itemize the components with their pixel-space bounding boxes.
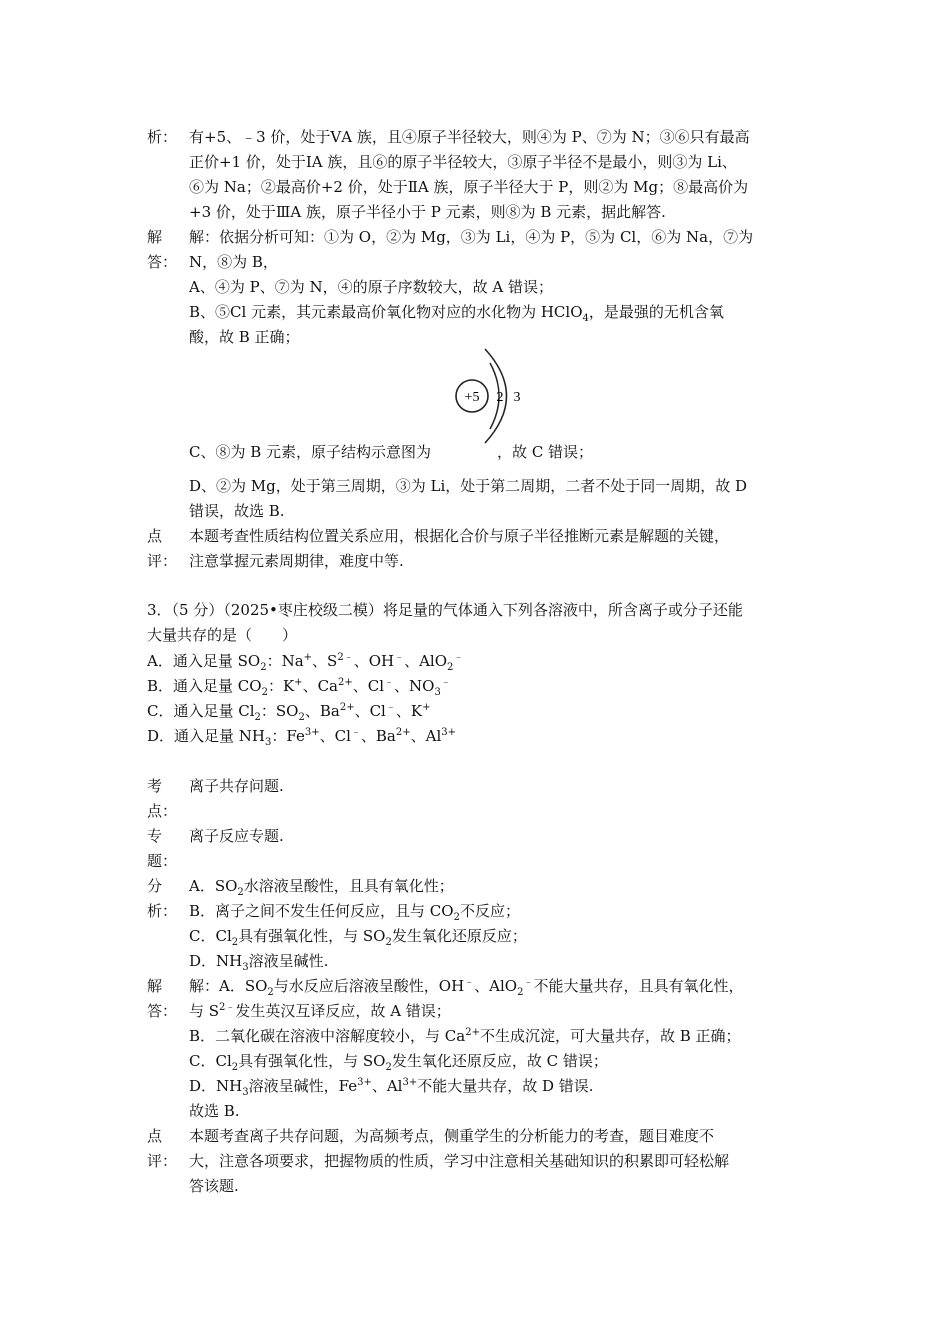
text-line: 故选 B. <box>189 1102 240 1120</box>
option-b: B．通入足量 $CO_2$：K+、$Ca^{2+}$、Cl﹣、$NO_3^﹣$ <box>147 677 451 698</box>
text-line: 本题考查离子共存问题，为高频考点，侧重学生的分析能力的考查，题目难度不 <box>189 1127 715 1145</box>
text-line: B、⑤Cl 元素，其元素最高价氧化物对应的水化物为 HClO$_4$，是最强的无机含氧 <box>189 303 724 324</box>
q3-analysis-section <box>147 874 827 974</box>
text-line: D．$NH_3$溶液呈碱性. <box>189 952 329 973</box>
q3-zhuanti-section <box>147 824 827 874</box>
section-label: 析： <box>147 128 178 146</box>
section-label: 点 评： <box>147 1127 178 1170</box>
section-label: 考 点： <box>147 777 178 820</box>
option-d: D．通入足量 $NH_3$：$Fe^{3+}$、Cl﹣、$Ba^{2+}$、$Al^{3+}$ <box>147 727 456 748</box>
atom-structure-diagram <box>450 345 530 445</box>
text-line: N，⑧为 B， <box>189 253 278 271</box>
text-line: 本题考查性质结构位置关系应用，根据化合价与原子半径推断元素是解题的关键， <box>189 527 730 545</box>
q3-answer-section <box>147 974 827 1124</box>
section-label: 点 评： <box>147 527 178 570</box>
text-line: B．离子之间不发生任何反应，且与 $CO_2$不反应； <box>189 902 520 923</box>
text-line: 错误，故选 B. <box>189 502 285 520</box>
section-label: 解 答： <box>147 977 178 1020</box>
text-line: C、⑧为 B 元素，原子结构示意图为 ，故 C 错误； <box>189 443 594 461</box>
text-line: D．$NH_3$溶液呈碱性，$Fe^{3+}$、$Al^{3+}$不能大量共存，故 D 错误. <box>189 1077 594 1098</box>
text-line: 正价+1 价，处于ⅠA 族，且⑥的原子半径较大，③原子半径不是最小，则③为 Li、 <box>189 153 737 171</box>
text-line: 答该题. <box>189 1177 239 1195</box>
text-line: B．二氧化碳在溶液中溶解度较小，与 $Ca^{2+}$不生成沉淀，可大量共存，故 B 正确； <box>189 1027 741 1045</box>
text-line: 离子反应专题. <box>189 827 284 845</box>
text-line: 解：A．$SO_2$与水反应后溶液呈酸性，OH﹣、AlO$_2$﹣不能大量共存，且具有氧化性， <box>189 977 744 998</box>
shell-1-electrons: 2 <box>496 390 504 405</box>
text-line: 注意掌握元素周期律，难度中等. <box>189 552 404 570</box>
q3-comment-section <box>147 1124 827 1199</box>
text-line: 与 $S^{2﹣}$发生英汉互译反应，故 A 错误； <box>189 1002 451 1020</box>
q2-analysis-section <box>147 125 827 225</box>
text-line: 大，注意各项要求，把握物质的性质，学习中注意相关基础知识的积累即可轻松解 <box>189 1152 730 1170</box>
q3-kaodian-section <box>147 774 827 824</box>
text-line: 有+5、﹣3 价，处于ⅤA 族，且④原子半径较大，则④为 P、⑦为 N；③⑥只有最高 <box>189 128 750 146</box>
text-line: 酸，故 B 正确； <box>189 328 300 346</box>
option-a: A．通入足量 $SO_2$：Na+、$S^{2﹣}$、OH﹣、AlO$_2$﹣ <box>147 652 464 673</box>
text-line: C．$Cl_2$具有强氧化性，与 $SO_2$发生氧化还原反应，故 C 错误； <box>189 1052 608 1073</box>
q3-stem: 3．（5 分）（2025•枣庄校级二模）将足量的气体通入下列各溶液中，所含离子或分子还能 大量共存的是（ ） <box>147 601 743 644</box>
text-line: 离子共存问题. <box>189 777 284 795</box>
text-line: D、②为 Mg，处于第三周期，③为 Li，处于第二周期，二者不处于同一周期，故 D <box>189 477 748 495</box>
option-c: C．通入足量 $Cl_2$：$SO_2$、$Ba^{2+}$、Cl﹣、K+ <box>147 702 431 723</box>
text-line: A．$SO_2$水溶液呈酸性，且具有氧化性； <box>189 877 454 898</box>
section-label: 分 析： <box>147 877 178 920</box>
text-line: +3 价，处于ⅢA 族，原子半径小于 P 元素，则⑧为 B 元素，据此解答. <box>189 203 666 221</box>
q2-comment-section <box>147 524 827 574</box>
text-line: ⑥为 Na；②最高价+2 价，处于ⅡA 族，原子半径大于 P，则②为 Mg；⑧最高价为 <box>189 178 749 196</box>
text-line: C．$Cl_2$具有强氧化性，与 $SO_2$发生氧化还原反应； <box>189 927 527 948</box>
text-line: A、④为 P、⑦为 N，④的原子序数较大，故 A 错误； <box>189 278 553 296</box>
q2-answer-section <box>147 225 827 350</box>
section-label: 解 答： <box>147 228 178 271</box>
nucleus-charge: +5 <box>464 390 480 405</box>
text-line: 解：依据分析可知：①为 O，②为 Mg，③为 Li，④为 P，⑤为 Cl，⑥为 Na，⑦为 <box>189 228 754 246</box>
shell-2-electrons: 3 <box>513 390 521 405</box>
section-label: 专 题： <box>147 827 178 870</box>
